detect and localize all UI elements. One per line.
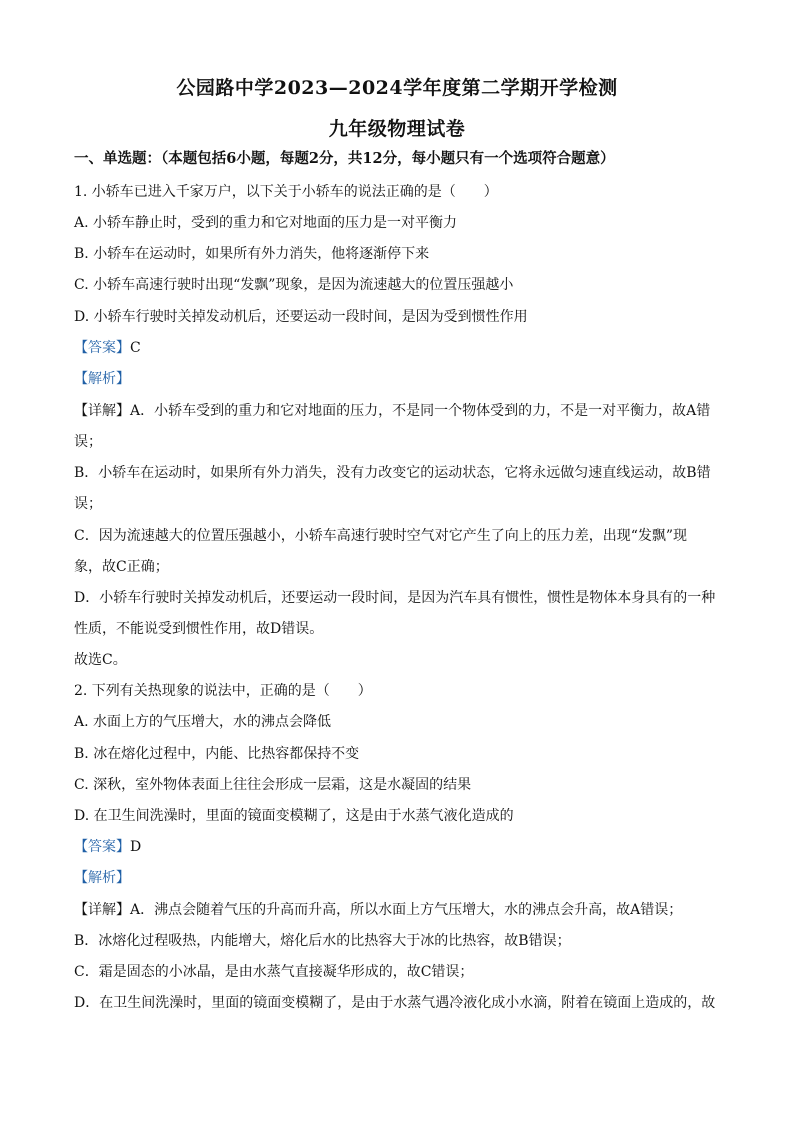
exam-title: 公园路中学2023—2024学年度第二学期开学检测	[176, 77, 618, 99]
question-1-analysis-label: 【解析】	[74, 371, 130, 387]
question-2-analysis-label: 【解析】	[74, 870, 130, 886]
question-1-option-d: D. 小轿车行驶时关掉发动机后，还要运动一段时间，是因为受到惯性作用	[74, 309, 528, 325]
answer-value: C	[130, 340, 141, 356]
question-1-detail-line: 性质，不能说受到惯性作用，故D错误。	[74, 621, 324, 637]
exam-subtitle: 九年级物理试卷	[328, 118, 466, 140]
question-2-answer	[74, 838, 141, 856]
question-2-option-a: A. 水面上方的气压增大，水的沸点会降低	[74, 714, 332, 730]
question-2-option-b: B. 冰在熔化过程中，内能、比热容都保持不变	[74, 746, 360, 762]
question-1-detail-line: 象，故C正确；	[74, 559, 169, 575]
question-1-option-c: C. 小轿车高速行驶时出现“发飘”现象，是因为流速越大的位置压强越小	[74, 277, 514, 293]
answer-label: 【答案】	[74, 340, 130, 356]
section-heading: 一、单选题：（本题包括6小题，每题2分，共12分，每小题只有一个选项符合题意）	[74, 150, 615, 167]
question-2-detail-line: 【详解】A．沸点会随着气压的升高而升高，所以水面上方气压增大，水的沸点会升高，故A错误；	[74, 902, 683, 918]
question-2-option-d: D. 在卫生间洗澡时，里面的镜面变模糊了，这是由于水蒸气液化造成的	[74, 808, 514, 824]
question-1-option-b: B. 小轿车在运动时，如果所有外力消失，他将逐渐停下来	[74, 246, 430, 262]
answer-label: 【答案】	[74, 839, 130, 855]
question-2-stem: 2. 下列有关热现象的说法中，正确的是（ ）	[74, 683, 372, 699]
question-2-detail-line: C．霜是固态的小冰晶，是由水蒸气直接凝华形成的，故C错误；	[74, 964, 474, 980]
question-1-detail-line: D．小轿车行驶时关掉发动机后，还要运动一段时间，是因为汽车具有惯性，惯性是物体本身具有的一种	[74, 590, 716, 606]
question-1-answer	[74, 339, 141, 357]
question-2-detail-line: D．在卫生间洗澡时，里面的镜面变模糊了，是由于水蒸气遇冷液化成小水滴，附着在镜面上造成的，故	[74, 995, 716, 1011]
question-1-detail-line: 【详解】A．小轿车受到的重力和它对地面的压力，不是同一个物体受到的力，不是一对平衡力，故A错	[74, 403, 711, 419]
question-1-stem: 1. 小轿车已进入千家万户，以下关于小轿车的说法正确的是（ ）	[74, 184, 498, 200]
question-1-detail-line: 误；	[74, 434, 102, 450]
answer-value: D	[130, 839, 142, 855]
question-2-detail-line: B．冰熔化过程吸热，内能增大，熔化后水的比热容大于冰的比热容，故B错误；	[74, 933, 571, 949]
question-1-detail-line: C．因为流速越大的位置压强越小，小轿车高速行驶时空气对它产生了向上的压力差，出现“发飘”现	[74, 528, 688, 544]
question-1-detail-line: B．小轿车在运动时，如果所有外力消失，没有力改变它的运动状态，它将永远做匀速直线运动，故B错	[74, 465, 711, 481]
question-1-detail-line: 误；	[74, 496, 102, 512]
question-1-option-a: A. 小轿车静止时，受到的重力和它对地面的压力是一对平衡力	[74, 215, 458, 231]
question-2-option-c: C. 深秋，室外物体表面上往往会形成一层霜，这是水凝固的结果	[74, 777, 472, 793]
question-1-conclusion: 故选C。	[74, 652, 127, 668]
